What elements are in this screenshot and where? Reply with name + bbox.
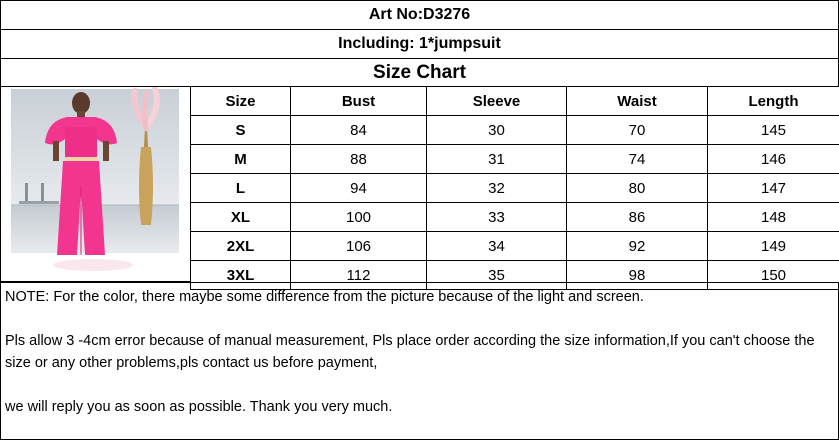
length-cell: 149 <box>708 232 839 261</box>
bust-cell: 100 <box>291 203 427 232</box>
size-cell: XL <box>191 203 291 232</box>
size-chart-title: Size Chart <box>0 58 839 86</box>
sleeve-cell: 30 <box>427 116 567 145</box>
length-cell: 146 <box>708 145 839 174</box>
col-header-size: Size <box>191 87 291 116</box>
bust-cell: 112 <box>291 261 427 290</box>
color-note: NOTE: For the color, there maybe some difference from the picture because of the light and screen. <box>5 289 644 305</box>
table-row <box>191 232 839 261</box>
bust-cell: 88 <box>291 145 427 174</box>
product-photo <box>0 86 190 282</box>
including-text: Including: 1*jumpsuit <box>0 29 839 58</box>
waist-cell: 86 <box>567 203 708 232</box>
table-row <box>191 203 839 232</box>
table-row <box>191 145 839 174</box>
pink-jumpsuit-model-photo <box>1 87 190 282</box>
length-cell: 145 <box>708 116 839 145</box>
size-cell: S <box>191 116 291 145</box>
col-header-length: Length <box>708 87 839 116</box>
waist-cell: 70 <box>567 116 708 145</box>
sleeve-cell: 33 <box>427 203 567 232</box>
art-number: Art No:D3276 <box>0 0 839 29</box>
waist-cell: 92 <box>567 232 708 261</box>
col-header-sleeve: Sleeve <box>427 87 567 116</box>
col-header-bust: Bust <box>291 87 427 116</box>
size-cell: 3XL <box>191 261 291 290</box>
bust-cell: 106 <box>291 232 427 261</box>
size-cell: L <box>191 174 291 203</box>
bust-cell: 94 <box>291 174 427 203</box>
col-header-waist: Waist <box>567 87 708 116</box>
waist-cell: 98 <box>567 261 708 290</box>
sleeve-cell: 32 <box>427 174 567 203</box>
sleeve-cell: 35 <box>427 261 567 290</box>
table-row <box>191 116 839 145</box>
sleeve-cell: 31 <box>427 145 567 174</box>
waist-cell: 74 <box>567 145 708 174</box>
size-cell: 2XL <box>191 232 291 261</box>
length-cell: 150 <box>708 261 839 290</box>
waist-cell: 80 <box>567 174 708 203</box>
table-row <box>191 174 839 203</box>
measurement-note: Pls allow 3 -4cm error because of manual measurement, Pls place order according the size information,If you can't choose the size or any other problems,pls contact us before payment, <box>5 333 815 371</box>
length-cell: 148 <box>708 203 839 232</box>
size-table <box>190 86 839 290</box>
notes-section <box>0 282 839 440</box>
sleeve-cell: 34 <box>427 232 567 261</box>
bust-cell: 84 <box>291 116 427 145</box>
size-cell: M <box>191 145 291 174</box>
reply-note: we will reply you as soon as possible. Thank you very much. <box>5 399 393 415</box>
length-cell: 147 <box>708 174 839 203</box>
table-header-row <box>191 87 839 116</box>
